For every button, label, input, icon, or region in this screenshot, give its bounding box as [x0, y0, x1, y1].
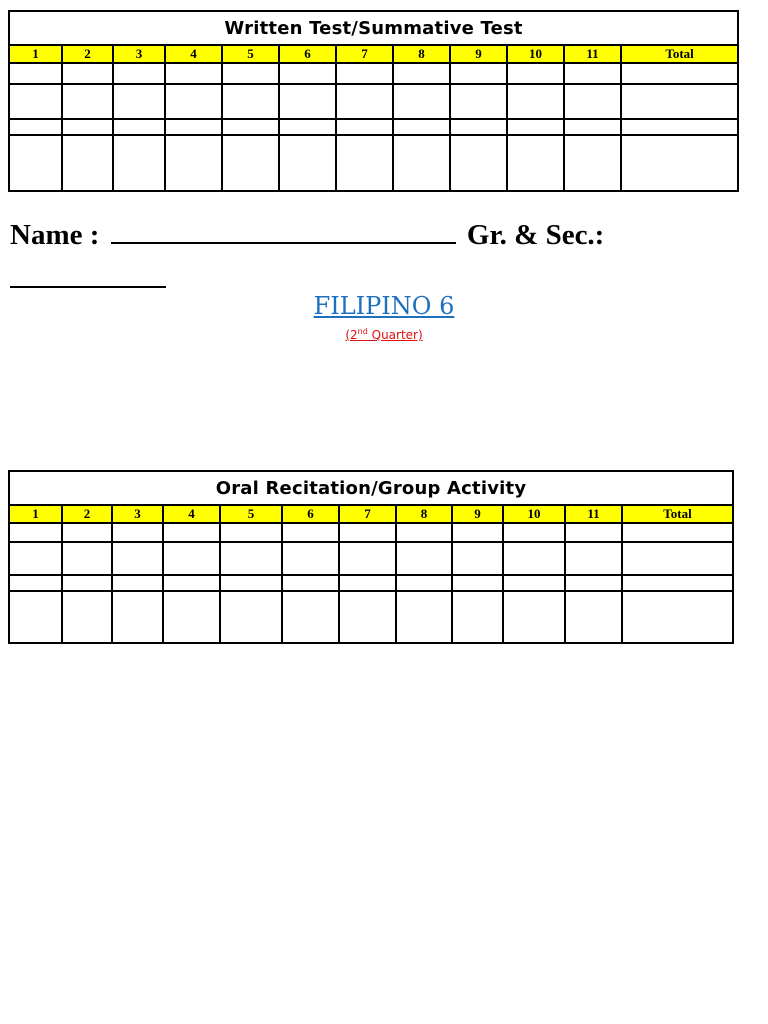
name-section-line [10, 214, 604, 252]
score-cell[interactable] [113, 135, 165, 191]
score-cell[interactable] [507, 84, 564, 119]
score-cell[interactable] [450, 119, 507, 135]
score-cell[interactable] [62, 135, 113, 191]
score-cell[interactable] [9, 591, 62, 643]
score-cell[interactable] [503, 575, 565, 591]
column-header: 9 [452, 505, 503, 523]
score-cell[interactable] [282, 575, 339, 591]
score-cell[interactable] [339, 575, 396, 591]
score-cell[interactable] [393, 84, 450, 119]
score-cell[interactable] [222, 84, 279, 119]
score-cell[interactable] [222, 135, 279, 191]
score-cell[interactable] [220, 575, 282, 591]
score-cell[interactable] [62, 84, 113, 119]
column-header: 6 [279, 45, 336, 63]
score-cell[interactable] [452, 523, 503, 542]
score-cell[interactable] [564, 63, 621, 84]
score-cell[interactable] [565, 523, 622, 542]
score-cell[interactable] [339, 542, 396, 575]
score-cell[interactable] [9, 84, 62, 119]
total-cell[interactable] [622, 591, 733, 643]
score-cell[interactable] [503, 591, 565, 643]
quarter-prefix: (2 [345, 328, 358, 342]
total-cell[interactable] [622, 523, 733, 542]
column-header: 3 [113, 45, 165, 63]
score-cell[interactable] [393, 119, 450, 135]
table-row [9, 591, 733, 643]
column-header: 11 [565, 505, 622, 523]
column-header: 8 [393, 45, 450, 63]
column-header: 1 [9, 45, 62, 63]
oral-recitation-header-row [9, 505, 733, 523]
section-blank[interactable] [10, 286, 166, 288]
quarter-ordinal: nd [357, 327, 368, 336]
score-cell[interactable] [62, 542, 112, 575]
score-cell[interactable] [452, 542, 503, 575]
score-cell[interactable] [165, 84, 222, 119]
score-cell[interactable] [396, 591, 452, 643]
column-header: 3 [112, 505, 163, 523]
score-cell[interactable] [393, 135, 450, 191]
subject-title: FILIPINO 6 [313, 292, 455, 320]
score-cell[interactable] [220, 591, 282, 643]
score-cell[interactable] [564, 119, 621, 135]
column-header: 2 [62, 505, 112, 523]
table-row [9, 119, 738, 135]
score-cell[interactable] [112, 591, 163, 643]
score-cell[interactable] [279, 135, 336, 191]
score-cell[interactable] [163, 575, 220, 591]
score-cell[interactable] [62, 591, 112, 643]
score-cell[interactable] [9, 575, 62, 591]
score-cell[interactable] [564, 84, 621, 119]
column-header: 4 [163, 505, 220, 523]
score-cell[interactable] [450, 84, 507, 119]
score-cell[interactable] [165, 119, 222, 135]
score-cell[interactable] [9, 135, 62, 191]
column-header: 5 [220, 505, 282, 523]
column-header: 10 [507, 45, 564, 63]
section-label: Gr. & Sec.: [466, 219, 605, 251]
score-cell[interactable] [165, 135, 222, 191]
score-cell[interactable] [564, 135, 621, 191]
column-header: 11 [564, 45, 621, 63]
column-header: 7 [336, 45, 393, 63]
score-cell[interactable] [62, 119, 113, 135]
table-row [9, 63, 738, 84]
score-cell[interactable] [450, 63, 507, 84]
score-cell[interactable] [62, 63, 113, 84]
column-header: 8 [396, 505, 452, 523]
score-cell[interactable] [507, 63, 564, 84]
score-cell[interactable] [282, 591, 339, 643]
table-row [9, 135, 738, 191]
score-cell[interactable] [222, 119, 279, 135]
column-header: 7 [339, 505, 396, 523]
score-cell[interactable] [220, 542, 282, 575]
table-row [9, 84, 738, 119]
score-cell[interactable] [222, 63, 279, 84]
score-cell[interactable] [163, 542, 220, 575]
score-cell[interactable] [452, 575, 503, 591]
total-cell[interactable] [621, 84, 738, 119]
score-cell[interactable] [113, 119, 165, 135]
score-cell[interactable] [282, 523, 339, 542]
score-cell[interactable] [165, 63, 222, 84]
written-test-header-row [9, 45, 738, 63]
score-cell[interactable] [9, 523, 62, 542]
score-cell[interactable] [507, 135, 564, 191]
score-cell[interactable] [336, 84, 393, 119]
name-label: Name : [10, 219, 100, 251]
column-header: 9 [450, 45, 507, 63]
column-header: Total [621, 45, 738, 63]
oral-recitation-title: Oral Recitation/Group Activity [9, 471, 733, 505]
table-row [9, 575, 733, 591]
score-cell[interactable] [112, 542, 163, 575]
score-cell[interactable] [62, 575, 112, 591]
score-cell[interactable] [452, 591, 503, 643]
score-cell[interactable] [396, 542, 452, 575]
total-cell[interactable] [622, 575, 733, 591]
table-row [9, 542, 733, 575]
score-cell[interactable] [9, 119, 62, 135]
written-test-table [8, 10, 739, 192]
score-cell[interactable] [282, 542, 339, 575]
score-cell[interactable] [339, 523, 396, 542]
score-cell[interactable] [565, 591, 622, 643]
score-cell[interactable] [9, 63, 62, 84]
score-cell[interactable] [112, 523, 163, 542]
quarter-label [0, 327, 768, 342]
score-cell[interactable] [9, 542, 62, 575]
score-cell[interactable] [113, 84, 165, 119]
score-cell[interactable] [279, 119, 336, 135]
score-cell[interactable] [62, 523, 112, 542]
score-cell[interactable] [220, 523, 282, 542]
score-cell[interactable] [279, 84, 336, 119]
score-cell[interactable] [279, 63, 336, 84]
column-header: Total [622, 505, 733, 523]
score-cell[interactable] [336, 135, 393, 191]
score-cell[interactable] [450, 135, 507, 191]
score-cell[interactable] [339, 591, 396, 643]
score-cell[interactable] [507, 119, 564, 135]
total-cell[interactable] [622, 542, 733, 575]
score-cell[interactable] [112, 575, 163, 591]
column-header: 6 [282, 505, 339, 523]
table-row [9, 523, 733, 542]
column-header: 2 [62, 45, 113, 63]
oral-recitation-table [8, 470, 734, 644]
total-cell[interactable] [621, 135, 738, 191]
score-cell[interactable] [503, 542, 565, 575]
name-blank[interactable] [111, 214, 456, 244]
total-cell[interactable] [621, 63, 738, 84]
quarter-suffix: Quarter) [367, 328, 423, 342]
total-cell[interactable] [621, 119, 738, 135]
column-header: 4 [165, 45, 222, 63]
score-cell[interactable] [565, 542, 622, 575]
score-cell[interactable] [163, 523, 220, 542]
score-cell[interactable] [565, 575, 622, 591]
score-cell[interactable] [336, 63, 393, 84]
column-header: 5 [222, 45, 279, 63]
score-cell[interactable] [336, 119, 393, 135]
score-cell[interactable] [396, 523, 452, 542]
score-cell[interactable] [396, 575, 452, 591]
written-test-title: Written Test/Summative Test [9, 11, 738, 45]
score-cell[interactable] [113, 63, 165, 84]
score-cell[interactable] [503, 523, 565, 542]
column-header: 1 [9, 505, 62, 523]
score-cell[interactable] [393, 63, 450, 84]
score-cell[interactable] [163, 591, 220, 643]
column-header: 10 [503, 505, 565, 523]
